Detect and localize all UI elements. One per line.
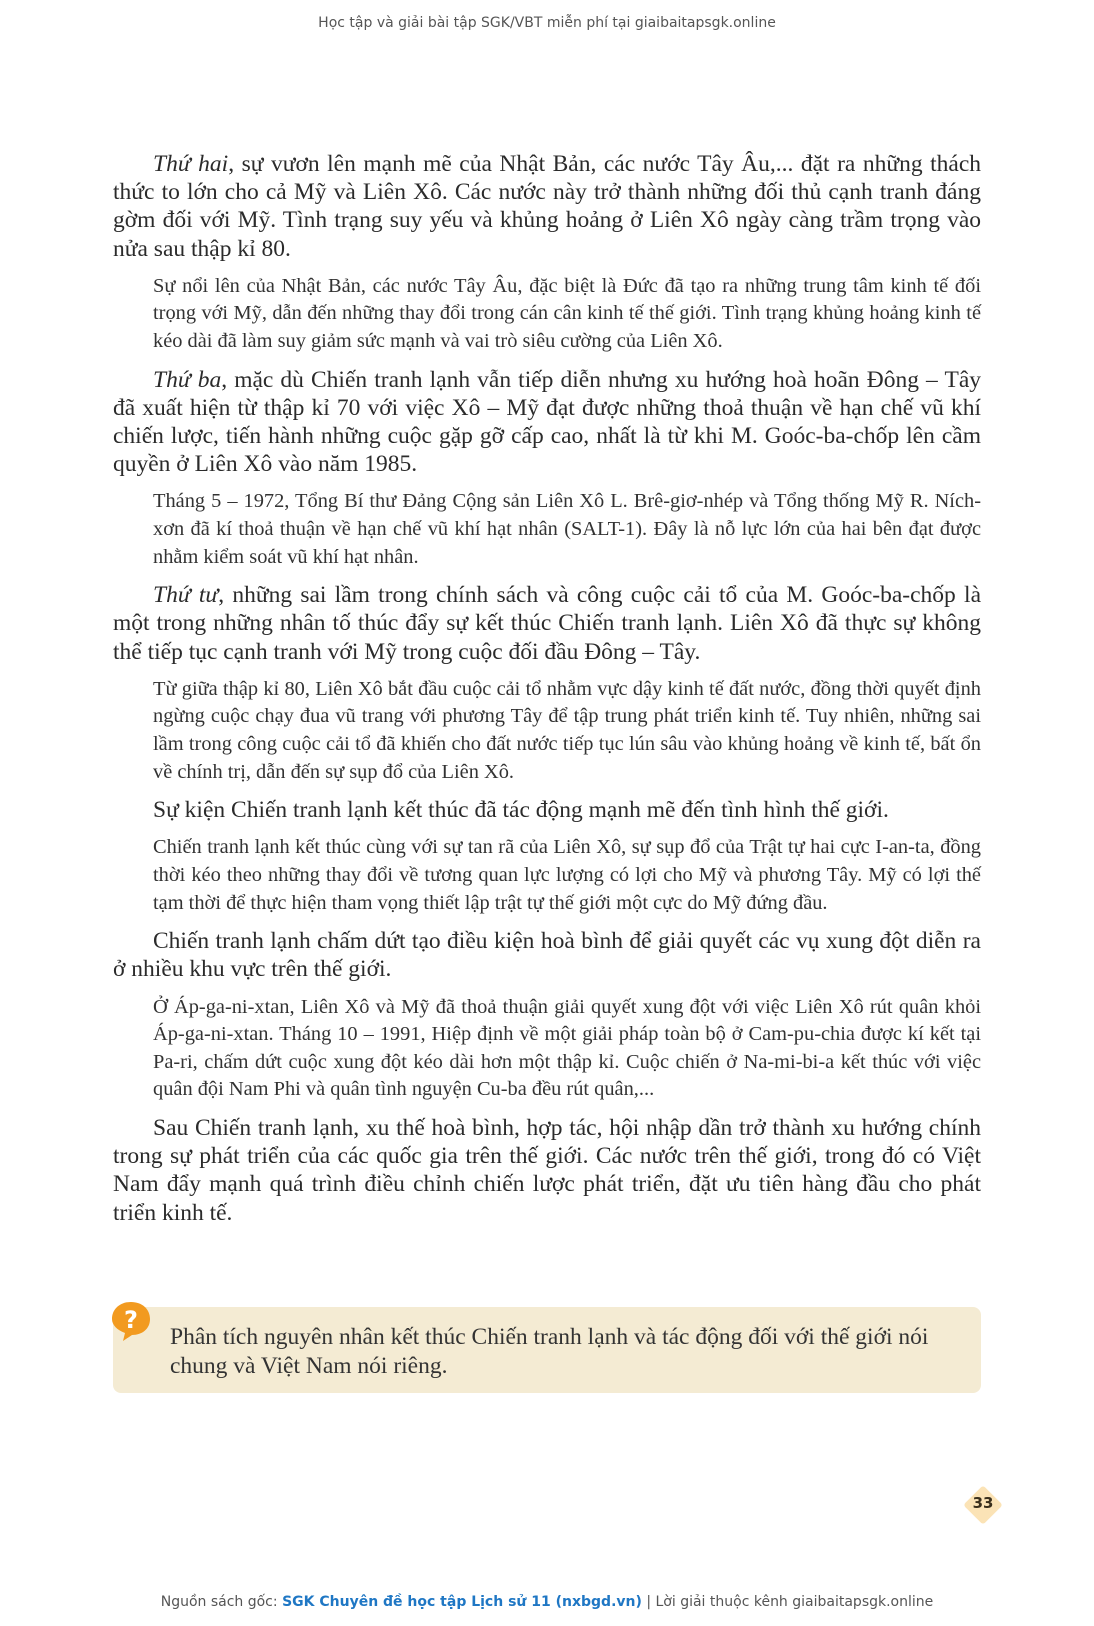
paragraph-text: , những sai lầm trong chính sách và công cuộc cải tổ của M. Goóc-ba-chốp là một trong những nhân tố thúc đẩy sự kết thúc Chiến tranh lạnh. Liên Xô đã thực sự không thể tiếp tục cạnh tranh với Mỹ trong cuộc đối đầu Đông – Tây. <box>113 582 982 665</box>
footer-source-link[interactable]: SGK Chuyên đề học tập Lịch sử 11 (nxbgd.vn) <box>282 1594 642 1610</box>
paragraph-thu-tu <box>113 581 981 666</box>
note-block: Từ giữa thập kỉ 80, Liên Xô bắt đầu cuộc cải tổ nhằm vực dậy kinh tế đất nước, đồng thời quyết định ngừng cuộc chạy đua vũ trang với phương Tây để tập trung phát triển kinh tế. Tuy nhiên, những sai lầm trong công cuộc cải tổ đã khiến cho đất nước tiếp tục lún sâu vào khủng hoảng về kinh tế, bất ổn về chính trị, dẫn đến sự sụp đổ của Liên Xô. <box>153 677 981 783</box>
paragraph-conflicts: Chiến tranh lạnh chấm dứt tạo điều kiện hoà bình để giải quyết các vụ xung đột diễn ra ở nhiều khu vực trên thế giới. <box>113 928 981 983</box>
main-content <box>113 150 981 1237</box>
paragraph-post-cold-war: Sau Chiến tranh lạnh, xu thế hoà bình, hợp tác, hội nhập dần trở thành xu hướng chính trong sự phát triển của các quốc gia trên thế giới. Các nước trên thế giới, trong đó có Việt Nam đẩy mạnh quá trình điều chỉnh chiến lược phát triển, đặt ưu tiên hàng đầu cho phát triển kinh tế. <box>113 1114 981 1226</box>
paragraph-text: , sự vươn lên mạnh mẽ của Nhật Bản, các nước Tây Âu,... đặt ra những thách thức to lớn cho cả Mỹ và Liên Xô. Các nước này trở thành những đối thủ cạnh tranh đáng gờm đối với Mỹ. Tình trạng suy yếu và khủng hoảng ở Liên Xô ngày càng trầm trọng vào nửa sau thập kỉ 80. <box>113 151 981 262</box>
note-block: Tháng 5 – 1972, Tổng Bí thư Đảng Cộng sản Liên Xô L. Brê-giơ-nhép và Tổng thống Mỹ R. Ních-xơn đã kí thoả thuận về hạn chế vũ khí hạt nhân (SALT-1). Đây là nỗ lực lớn của hai bên đạt được nhằm kiểm soát vũ khí hạt nhân. <box>153 490 981 568</box>
note-block: Sự nổi lên của Nhật Bản, các nước Tây Âu, đặc biệt là Đức đã tạo ra những trung tâm kinh tế đối trọng với Mỹ, dẫn đến những thay đổi trong cán cân kinh tế thế giới. Tình trạng khủng hoảng kinh tế kéo dài đã làm suy giảm sức mạnh và vai trò siêu cường của Liên Xô. <box>153 274 981 352</box>
note-block: Ở Áp-ga-ni-xtan, Liên Xô và Mỹ đã thoả thuận giải quyết xung đột với việc Liên Xô rút quân khỏi Áp-ga-ni-xtan. Tháng 10 – 1991, Hiệp định về một giải pháp toàn bộ ở Cam-pu-chia được kí kết tại Pa-ri, chấm dứt cuộc xung đột kéo dài hơn một thập kỉ. Cuộc chiến ở Na-mi-bi-a kết thúc với việc quân đội Nam Phi và quân tình nguyện Cu-ba đều rút quân,... <box>153 995 981 1101</box>
paragraph-text: , mặc dù Chiến tranh lạnh vẫn tiếp diễn nhưng xu hướng hoà hoãn Đông – Tây đã xuất hiện từ thập kỉ 70 với việc Xô – Mỹ đạt được những thoả thuận về hạn chế vũ khí chiến lược, tiến hành những cuộc gặp gỡ cấp cao, nhất là từ khi M. Goóc-ba-chốp lên cầm quyền ở Liên Xô vào năm 1985. <box>113 366 981 478</box>
question-text: Phân tích nguyên nhân kết thúc Chiến tranh lạnh và tác động đối với thế giới nói chung và Việt Nam nói riêng. <box>170 1324 929 1379</box>
question-box <box>113 1307 981 1393</box>
question-mark-icon <box>109 1299 153 1343</box>
footer-prefix: Nguồn sách gốc: <box>160 1594 283 1610</box>
page-number-badge <box>963 1485 1003 1525</box>
footer-suffix: | Lời giải thuộc kênh giaibaitapsgk.online <box>641 1594 934 1610</box>
paragraph-thu-ba <box>113 366 981 479</box>
page-number: 33 <box>972 1494 994 1512</box>
site-header-note: Học tập và giải bài tập SGK/VBT miễn phí tại giaibaitapsgk.online <box>318 15 776 31</box>
note-block: Chiến tranh lạnh kết thúc cùng với sự tan rã của Liên Xô, sự sụp đổ của Trật tự hai cực I-an-ta, đồng thời kéo theo những thay đổi về tương quan lực lượng có lợi cho Mỹ và phương Tây. Mỹ có lợi thế tạm thời để thực hiện tham vọng thiết lập trật tự thế giới một cực do Mỹ đứng đầu. <box>153 836 981 914</box>
paragraph-impact: Sự kiện Chiến tranh lạnh kết thúc đã tác động mạnh mẽ đến tình hình thế giới. <box>153 797 889 824</box>
paragraph-thu-hai <box>113 150 981 263</box>
paragraph-lead: Thứ ba <box>153 366 222 393</box>
footer-note <box>0 1594 1094 1610</box>
svg-text:?: ? <box>124 1306 138 1334</box>
paragraph-lead: Thứ tư <box>153 582 219 609</box>
paragraph-lead: Thứ hai <box>153 151 229 177</box>
